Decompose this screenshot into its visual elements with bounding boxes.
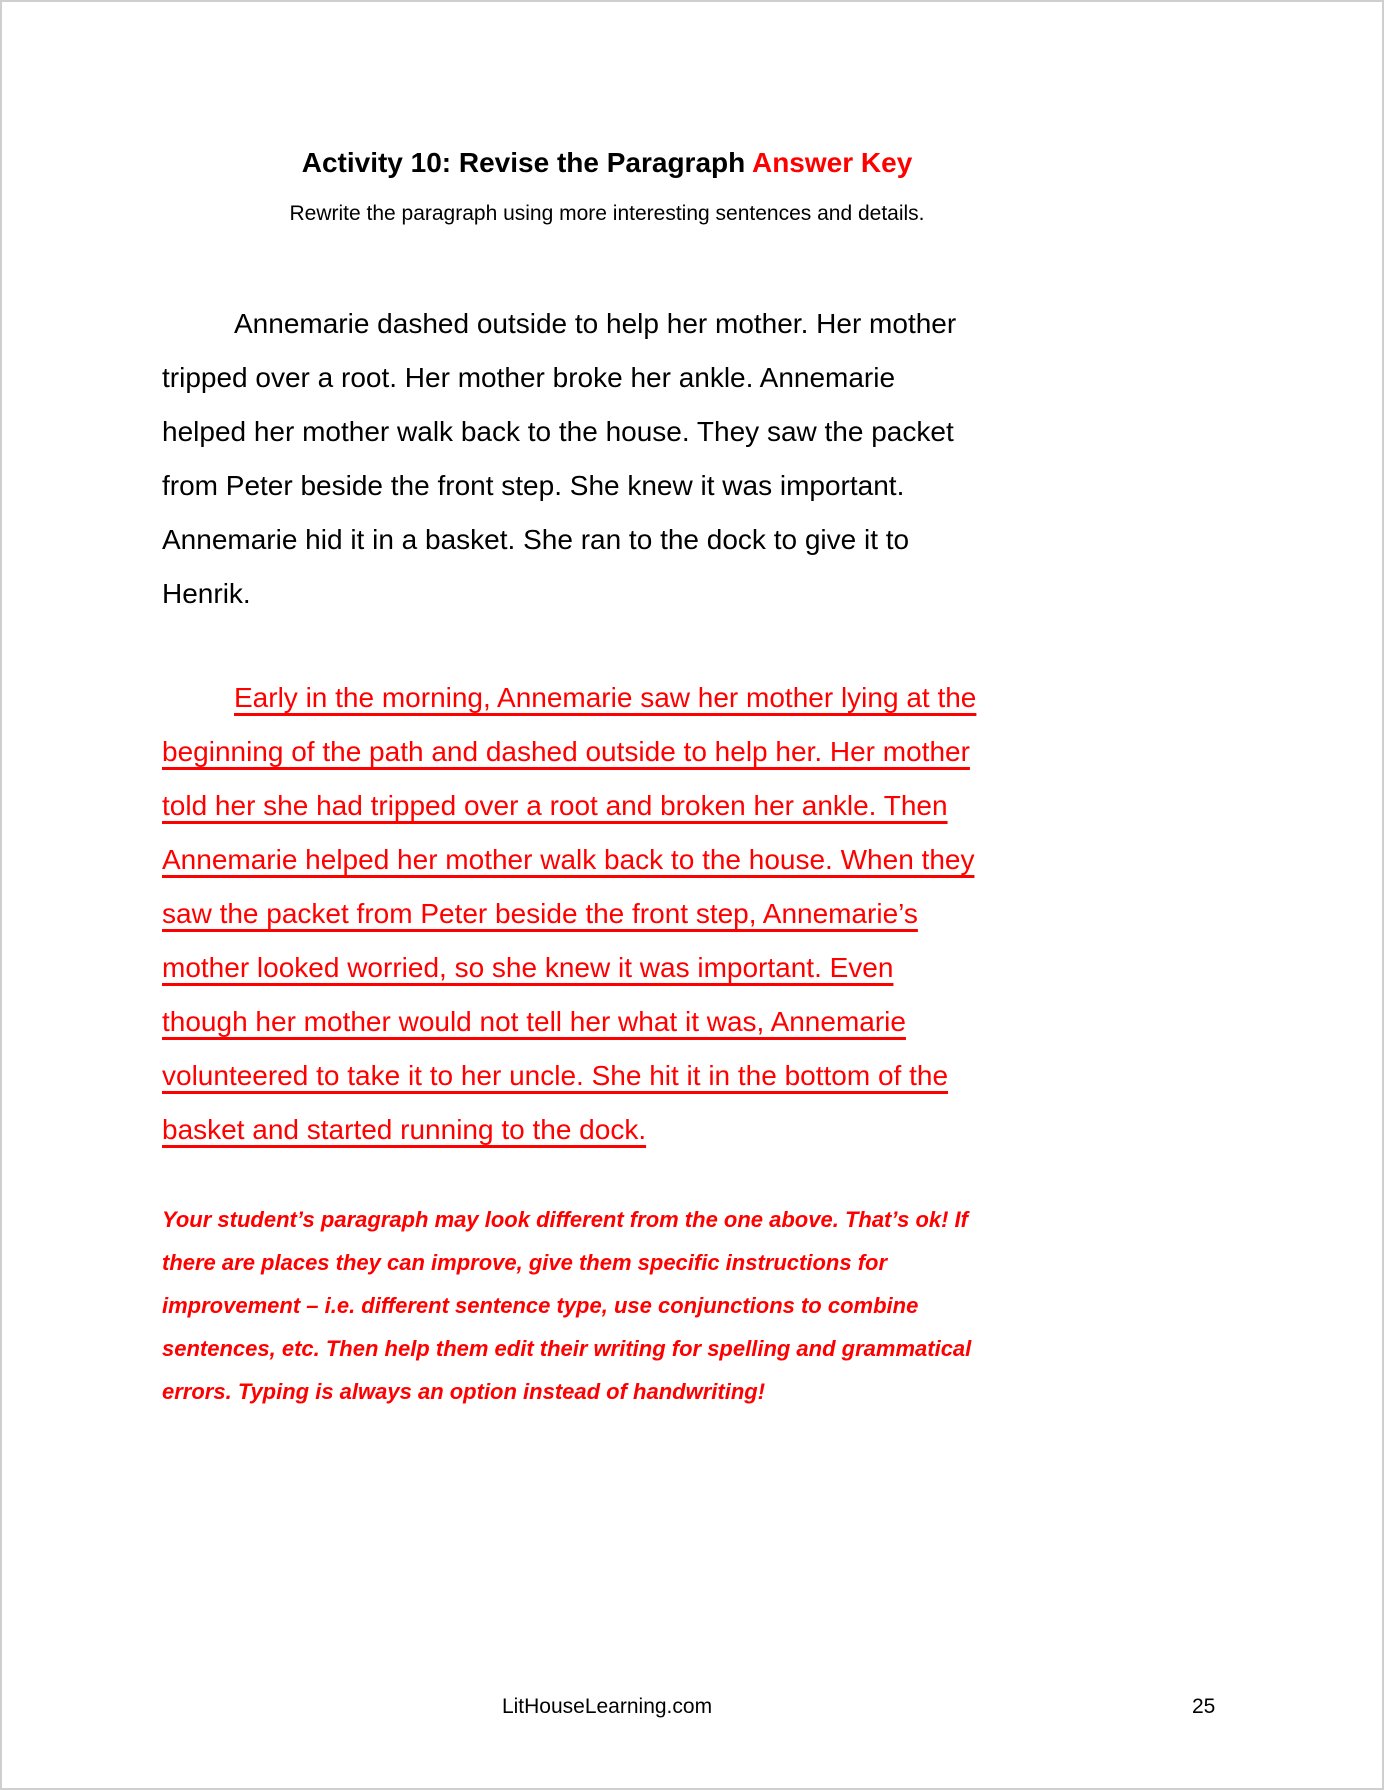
text-line: tripped over a root. Her mother broke her ankle. Annemarie (162, 362, 896, 393)
text-line: though her mother would not tell her what it was, Annemarie (162, 1006, 906, 1037)
text-line: helped her mother walk back to the house. They saw the packet (162, 416, 954, 447)
text-line: volunteered to take it to her uncle. She hit it in the bottom of the (162, 1060, 949, 1091)
text-line: Annemarie dashed outside to help her mother. Her mother (234, 308, 957, 339)
text-line: Annemarie hid it in a basket. She ran to the dock to give it to (162, 524, 910, 555)
page-title-text: Activity 10: Revise the Paragraph (301, 147, 746, 178)
footer-website: LitHouseLearning.com (501, 1695, 713, 1718)
page-title (162, 144, 1052, 182)
teacher-note (162, 1198, 1082, 1413)
text-line: errors. Typing is always an option instead of handwriting! (162, 1379, 766, 1404)
revised-paragraph-answer (162, 671, 1082, 1157)
text-line: basket and started running to the dock. (162, 1114, 647, 1145)
text-line: saw the packet from Peter beside the front step, Annemarie’s (162, 898, 918, 929)
text-line: beginning of the path and dashed outside to help her. Her mother (162, 736, 970, 767)
instructions-text: Rewrite the paragraph using more interesting sentences and details. (289, 202, 925, 225)
original-paragraph (162, 297, 1082, 621)
text-line: Your student’s paragraph may look different from the one above. That’s ok! If (162, 1207, 968, 1232)
text-line: Henrik. (162, 578, 251, 609)
text-line: Early in the morning, Annemarie saw her mother lying at the (234, 682, 977, 713)
text-line: sentences, etc. Then help them edit their writing for spelling and grammatical (162, 1336, 972, 1361)
text-line: mother looked worried, so she knew it was important. Even (162, 952, 894, 983)
text-line: Annemarie helped her mother walk back to the house. When they (162, 844, 975, 875)
text-line: told her she had tripped over a root and broken her ankle. Then (162, 790, 948, 821)
text-line: there are places they can improve, give them specific instructions for (162, 1250, 888, 1275)
text-line: from Peter beside the front step. She knew it was important. (162, 470, 905, 501)
answer-key-label: Answer Key (751, 147, 913, 178)
footer-page-number: 25 (1192, 1695, 1216, 1718)
text-line: improvement – i.e. different sentence type, use conjunctions to combine (162, 1293, 919, 1318)
